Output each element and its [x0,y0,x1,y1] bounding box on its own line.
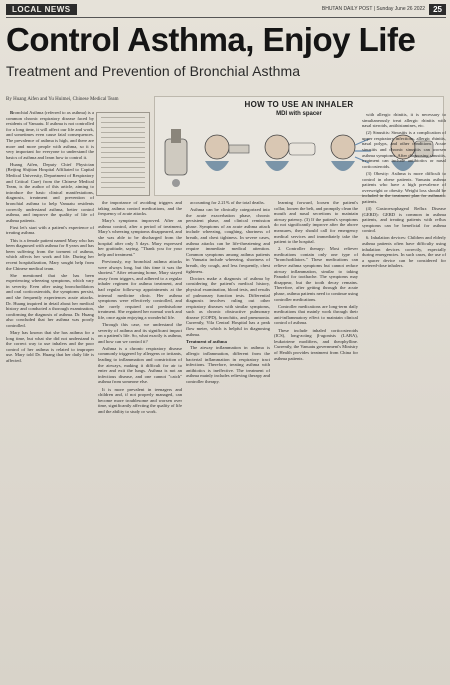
header-rule [6,17,446,18]
step-2-illustration [205,135,249,171]
article-column-4 [274,200,358,680]
paragraph: the importance of avoiding triggers and taking asthma control medications, and the frequency of acute attacks. [98,200,182,217]
page-number: 25 [429,4,446,15]
side-text-box [96,112,150,196]
article-subheadline: Treatment and Prevention of Bronchial Asthma [6,63,301,79]
paragraph: Previously, my bronchial asthma attacks were always long, but this time it was the shortest." After returning home, Mary stayed away from triggers, and adhered to a regular inhaler regimen for asthma treatment, and had regular follow-up appointments at the internal medicine clinic. Her asthma symptoms were effectively controlled, and she rarely required oral prednisolone treatment. She regained her normal work and life, once again enjoying a wonderful life. [98,258,182,320]
paper-info [322,4,446,15]
article-column-5 [362,112,446,680]
infographic-subtitle: MDI with spacer [276,111,322,117]
paragraph: Through this case, we understand the severity of asthma and its significant impact on a patient's life. So, what exactly is asthma, and how can we control it? [98,321,182,344]
paragraph: 6. Inhalation devices: Children and elderly asthma patients often have difficulty using inhalation devices correctly, especially during emergencies. In such cases, the use of a spacer device can be considered for metered-dose inhalers. [362,235,446,269]
article-byline: By Huang Aifen and Yu Huimei, Chinese Medical Team [6,97,119,102]
article-column-3 [186,200,270,680]
paragraph: (2) Sinusitis: Sinusitis is a complication of upper respiratory infections, allergic rhinitis, nasal polyps, and other conditions. Acute sinusitis and chronic sinusitis can worsen asthma symptoms. After diagnosing sinusitis, treatment can include antibiotics or nasal corticosteroids. [362,130,446,169]
section-heading: Treatment of asthma [186,338,227,344]
paragraph: Mary's symptoms improved. After an asthma control, after a period of treatment, Mary's wheezing symptoms disappeared, and she was able to be discharged from the hospital after only 5 days. Mary expressed her gratitude, saying, "Thank you for your help and treatment." [98,218,182,257]
paragraph: Mary has known that she has asthma for a long time, but what she did not understand is the correct way to use inhalers and the poor control of her asthma is related to improper use. Mary told Dr. Huang that her daily life is affected. [6,330,94,364]
step-3-illustration [265,135,315,171]
paragraph: This is a female patient named Mary who has been diagnosed with asthma for 8 years and has been suffering from the torment of asthma, which affects her work and life. During her recent hospitalization, Mary sought help from the Chinese medical team. [6,237,94,271]
paragraph: Doctors make a diagnosis of asthma by considering the patient's medical history, physical examination, blood tests, and results of pulmonary function tests. Differential diagnosis involves ruling out other respiratory diseases with similar symptoms, such as chronic obstructive pulmonary disease (COPD), bronchitis, and pneumonia. Currently, Vila Central Hospital has a peak flow meter, which is helpful in diagnosing asthma. [186,275,270,337]
article-column-2 [98,200,182,680]
paragraph: The airway inflammation in asthma is allergic inflammation, different from the bacterial inflammation in respiratory tract infections. Therefore, treating asthma with antibiotics is ineffective. The treatment of asthma mainly includes relieving therapy and controller therapy. [186,345,270,384]
paragraph: It is more prevalent in teenagers and children and, if not properly managed, can become more troublesome and worsen over time, significantly affecting the quality of life and the ability to study or work. [98,386,182,414]
step-1-illustration [165,129,187,187]
paragraph: Bronchial Asthma (referred to as asthma) is a common chronic respiratory disease faced by residents of Vanuatu. If asthma is not controlled for a long time, it will affect our life and work, and sometimes even cause fatal consequences. The prevalence of asthma is high, and there are more and more people with asthma, so it is very important for everyone to understand the basics of asthma and learn how to control it. [6,110,94,160]
paragraph: accounting for 2.21% of the total deaths. [190,200,265,205]
article-headline: Control Asthma, Enjoy Life [6,21,416,58]
paper-date: BHUTAN DAILY POST | Sunday June 26 2022 [321,6,426,12]
paragraph: Huang Aifen, Deputy Chief Physician (Beijing Shijitan Hospital Affiliated to Capital Medical University, Department of Respiratory and Critical Care) from the Chinese Medical Team, is the author of this article, aiming to introduce the basic clinical manifestations, diagnosis, treatment and prevention of bronchial asthma to help Vanuatu residents correctly understand asthma, better control asthma, and improve the quality of life of asthma patients. [6,161,94,223]
paragraph: Asthma is a chronic respiratory disease commonly triggered by allergens or irritants, leading to inflammation and constriction of the airways, making it difficult for air to enter and exit the lungs. Asthma is not an infectious disease, and one cannot "catch" asthma from someone else. [98,345,182,385]
paragraph: She mentioned that she has been experiencing wheezing symptoms, which vary in severity. Even after using bronchodilators and oral corticosteroids, the symptoms persist, and she frequently experiences acute attacks. Dr. Huang inquired in detail about her medical history and conducted a thorough examination, confirming the diagnosis of asthma. Dr. Huang also concluded that her asthma was poorly controlled. [6,272,94,328]
paragraph: Controller medications are long-term daily medications that mainly work through their anti-inflammatory effect to maintain clinical control of asthma. [274,303,358,326]
infographic-title: HOW TO USE AN INHALER [244,100,354,109]
page-header [6,2,446,16]
article-column-1 [6,110,94,678]
paragraph: 2. Controller therapy: Most reliever medications contain only one type of "bronchodilators." These medications can relieve asthma symptoms but cannot reduce airway inflammation, similar to taking Panadol for toothache. The symptoms may disappear, but the tooth decay remains. Therefore, after getting through the acute phase, asthma patients need to continue using controller medications. [274,246,358,302]
paragraph: (4) Gastroesophageal Reflux Disease (GERD): GERD is common in asthma patients, and treating patients with reflux symptoms can be beneficial for asthma control. [362,206,446,234]
paragraph: learning forward, loosen the patient's collar, loosen the belt, and promptly clean the mouth and nasal secretions to maintain airway patency. (3) If the patient's symptoms do not significantly improve after the above measures, they should call for emergency medical services and immediately take the patient to the hospital. [274,200,358,245]
paragraph: (3) Obesity: Asthma is more difficult to control in obese patients. Vanuatu asthma patients who have a high prevalence of overweight or obesity. Weight loss should be included in the treatment plan for asthmatic patients. [362,170,446,204]
section-tag: LOCAL NEWS [6,4,77,15]
paragraph: These include inhaled corticosteroids (ICS), long-acting β-agonists (LABA), leukotriene modifiers, and theophylline. Currently, the Vanuatu government's Ministry of Health provides treatment from China for asthma patients. [274,327,358,361]
paragraph: First let's start with a patient's experience of treating asthma. [6,224,94,236]
paragraph: Asthma can be clinically categorized into the acute exacerbation phase, chronic persistent phase, and clinical remission phase. Symptoms of an acute asthma attack include wheezing, coughing, shortness of breath, and chest tightness. In severe cases, asthma attacks can be life-threatening and require immediate medical attention. Common symptoms among asthma patients in Vanuatu include wheezing, shortness of breath, dry cough, and less frequently, chest tightness. [186,207,270,274]
paragraph: with allergic rhinitis, it is necessary to simultaneously treat allergic rhinitis with nasal steroids, antihistamines, etc. [362,112,446,129]
